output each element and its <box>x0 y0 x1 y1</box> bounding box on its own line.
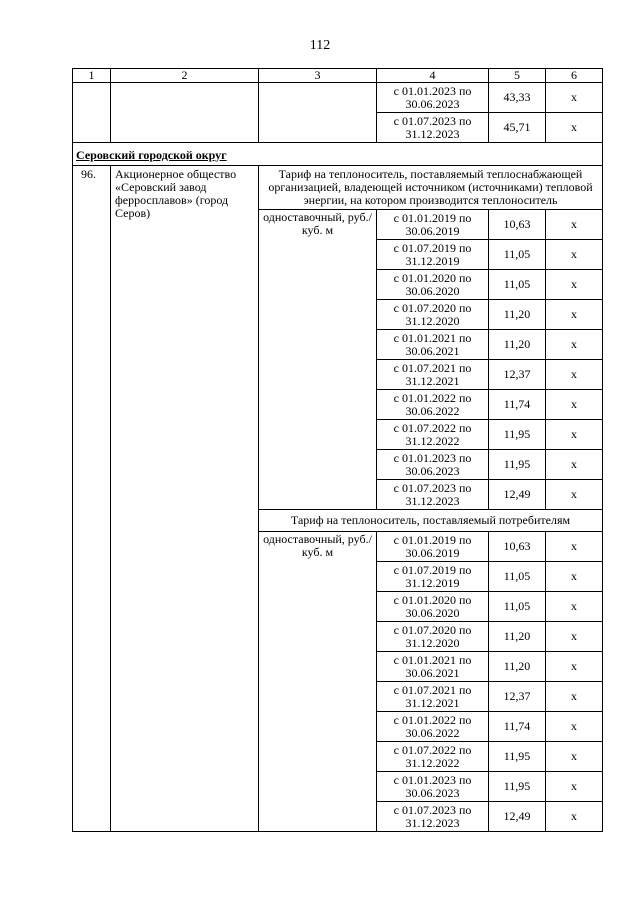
value-cell: 11,95 <box>489 420 546 450</box>
value-cell: 11,20 <box>489 300 546 330</box>
x-cell: х <box>546 562 603 592</box>
column-header: 2 <box>111 69 259 83</box>
value-cell: 10,63 <box>489 532 546 562</box>
value-cell: 11,74 <box>489 712 546 742</box>
x-cell: х <box>546 300 603 330</box>
value-cell: 11,20 <box>489 652 546 682</box>
period-cell: с 01.01.2020 по 30.06.2020 <box>377 270 489 300</box>
value-cell: 12,37 <box>489 682 546 712</box>
value-cell: 11,05 <box>489 240 546 270</box>
x-cell: х <box>546 592 603 622</box>
unit-cell: одноставочный, руб./куб. м <box>259 532 377 832</box>
column-header: 4 <box>377 69 489 83</box>
period-cell: с 01.07.2021 по 31.12.2021 <box>377 682 489 712</box>
tariff-table <box>72 68 603 832</box>
x-cell: х <box>546 240 603 270</box>
value-cell: 43,33 <box>489 83 546 113</box>
period-cell: с 01.07.2023 по 31.12.2023 <box>377 480 489 510</box>
period-cell: с 01.07.2023 по 31.12.2023 <box>377 113 489 143</box>
period-cell: с 01.01.2023 по 30.06.2023 <box>377 772 489 802</box>
period-cell: с 01.07.2020 по 31.12.2020 <box>377 622 489 652</box>
value-cell: 11,05 <box>489 270 546 300</box>
value-cell: 11,74 <box>489 390 546 420</box>
x-cell: х <box>546 532 603 562</box>
period-cell: с 01.01.2022 по 30.06.2022 <box>377 712 489 742</box>
header-row <box>73 69 603 83</box>
x-cell: х <box>546 330 603 360</box>
value-cell: 11,95 <box>489 742 546 772</box>
value-cell: 11,95 <box>489 450 546 480</box>
value-cell: 11,20 <box>489 622 546 652</box>
period-cell: с 01.01.2021 по 30.06.2021 <box>377 330 489 360</box>
value-cell: 11,05 <box>489 562 546 592</box>
period-cell: с 01.07.2022 по 31.12.2022 <box>377 420 489 450</box>
period-cell: с 01.07.2023 по 31.12.2023 <box>377 802 489 832</box>
period-cell: с 01.01.2022 по 30.06.2022 <box>377 390 489 420</box>
period-cell: с 01.07.2019 по 31.12.2019 <box>377 240 489 270</box>
x-cell: х <box>546 480 603 510</box>
empty-cell <box>259 83 377 143</box>
x-cell: х <box>546 113 603 143</box>
period-cell: с 01.01.2020 по 30.06.2020 <box>377 592 489 622</box>
x-cell: х <box>546 390 603 420</box>
region-heading: Серовский городской округ <box>73 143 603 166</box>
x-cell: х <box>546 210 603 240</box>
period-cell: с 01.07.2019 по 31.12.2019 <box>377 562 489 592</box>
period-cell: с 01.07.2020 по 31.12.2020 <box>377 300 489 330</box>
value-cell: 11,20 <box>489 330 546 360</box>
table-row <box>73 83 603 113</box>
entry-number: 96. <box>73 166 111 832</box>
x-cell: х <box>546 742 603 772</box>
value-cell: 11,05 <box>489 592 546 622</box>
value-cell: 12,49 <box>489 802 546 832</box>
value-cell: 11,95 <box>489 772 546 802</box>
page-number: 112 <box>309 38 331 53</box>
period-cell: с 01.01.2021 по 30.06.2021 <box>377 652 489 682</box>
period-cell: с 01.07.2022 по 31.12.2022 <box>377 742 489 772</box>
tariff-group-title-row <box>73 166 603 210</box>
column-header: 1 <box>73 69 111 83</box>
value-cell: 10,63 <box>489 210 546 240</box>
unit-cell: одноставочный, руб./куб. м <box>259 210 377 510</box>
x-cell: х <box>546 360 603 390</box>
value-cell: 12,37 <box>489 360 546 390</box>
empty-cell <box>73 83 111 143</box>
period-cell: с 01.01.2023 по 30.06.2023 <box>377 450 489 480</box>
column-header: 6 <box>546 69 603 83</box>
tariff-table-body <box>73 69 603 832</box>
x-cell: х <box>546 420 603 450</box>
period-cell: с 01.01.2019 по 30.06.2019 <box>377 210 489 240</box>
value-cell: 12,49 <box>489 480 546 510</box>
x-cell: х <box>546 802 603 832</box>
value-cell: 45,71 <box>489 113 546 143</box>
x-cell: х <box>546 712 603 742</box>
column-header: 5 <box>489 69 546 83</box>
tariff-group-title: Тариф на теплоноситель, поставляемый потребителям <box>259 510 603 532</box>
period-cell: с 01.01.2019 по 30.06.2019 <box>377 532 489 562</box>
x-cell: х <box>546 450 603 480</box>
period-cell: с 01.01.2023 по 30.06.2023 <box>377 83 489 113</box>
tariff-group-title: Тариф на теплоноситель, поставляемый теплоснабжающей организацией, владеющей источником (источниками) тепловой энергии, на котором производится теплоноситель <box>259 166 603 210</box>
x-cell: х <box>546 772 603 802</box>
x-cell: х <box>546 270 603 300</box>
organization-name: Акционерное общество «Серовский завод ферросплавов» (город Серов) <box>111 166 259 832</box>
period-cell: с 01.07.2021 по 31.12.2021 <box>377 360 489 390</box>
x-cell: х <box>546 682 603 712</box>
x-cell: х <box>546 83 603 113</box>
column-header: 3 <box>259 69 377 83</box>
empty-cell <box>111 83 259 143</box>
region-row <box>73 143 603 166</box>
x-cell: х <box>546 622 603 652</box>
x-cell: х <box>546 652 603 682</box>
